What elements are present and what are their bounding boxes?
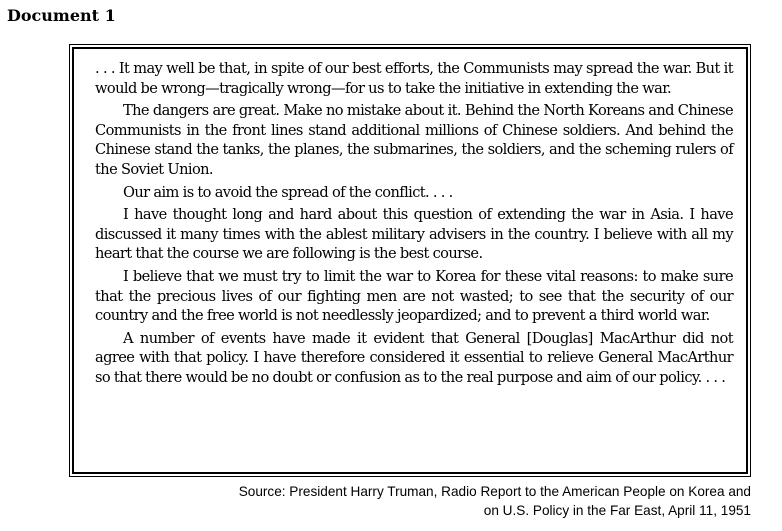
quote-body bbox=[95, 59, 733, 391]
quote-box-outer-border bbox=[69, 44, 751, 477]
quote-paragraph: The dangers are great. Make no mistake about it. Behind the North Koreans and Chinese Communists in the front lines stand additional millions of Chinese soldiers. And behind the Chinese stand the tanks, the planes, the submarines, the soldiers, and the scheming rulers of the Soviet Union. bbox=[95, 102, 733, 178]
source-line-2: on U.S. Policy in the Far East, April 11, 1951 bbox=[483, 503, 751, 518]
source-line-1: Source: President Harry Truman, Radio Report to the American People on Korea and bbox=[238, 484, 751, 499]
quote-paragraph: . . . It may well be that, in spite of our best efforts, the Communists may spread the war. But it would be wrong—tragically wrong—for us to take the initiative in extending the war. bbox=[95, 60, 733, 97]
quote-paragraph: I believe that we must try to limit the war to Korea for these vital reasons: to make sure that the precious lives of our fighting men are not wasted; to see that the security of our country and the free world is not needlessly jeopardized; and to prevent a third world war. bbox=[95, 267, 733, 325]
document-title: Document 1 bbox=[7, 6, 116, 25]
quote-paragraph: I have thought long and hard about this question of extending the war in Asia. I have discussed it many times with the ablest military advisers in the country. I believe with all my heart that the course we are following is the best course. bbox=[95, 206, 733, 263]
quote-paragraph: Our aim is to avoid the spread of the conflict. . . . bbox=[123, 183, 453, 201]
source-citation bbox=[191, 482, 751, 520]
quote-paragraph: A number of events have made it evident that General [Douglas] MacArthur did not agree with that policy. I have therefore considered it essential to relieve General MacArthur so that there would be no doubt or confusion as to the real purpose and aim of our policy. . . . bbox=[95, 329, 733, 386]
quote-box-inner-border bbox=[72, 47, 748, 474]
